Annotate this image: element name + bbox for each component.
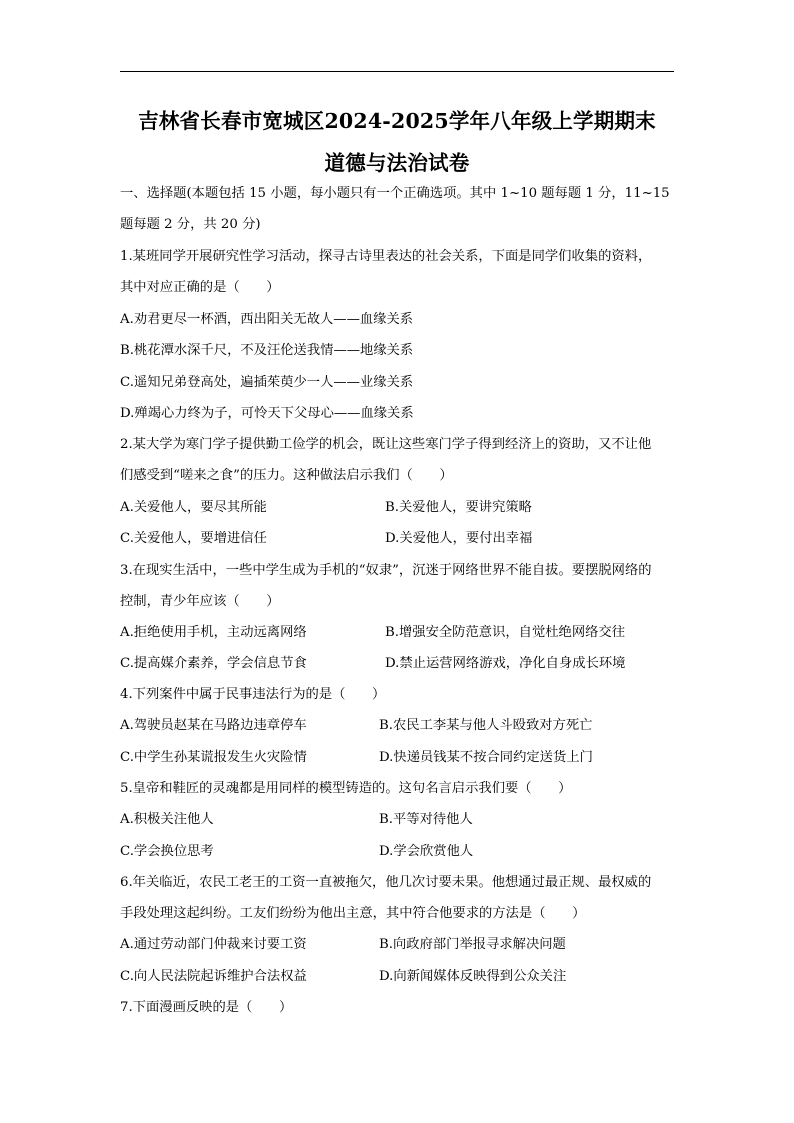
question-3-option-b: B.增强安全防范意识，自觉杜绝网络交往 — [385, 625, 626, 640]
question-1-stem: 其中对应正确的是（ ） — [120, 280, 280, 295]
question-5-stem: 5.皇帝和鞋匠的灵魂都是用同样的模型铸造的。这句名言启示我们要（ ） — [120, 781, 572, 796]
question-4-option-b: B.农民工李某与他人斗殴致对方死亡 — [379, 718, 593, 733]
question-3-stem: 控制，青少年应该（ ） — [120, 594, 280, 609]
question-5-option-c: C.学会换位思考 — [120, 844, 214, 859]
question-4-option-c: C.中学生孙某谎报发生火灾险情 — [120, 750, 307, 765]
question-6-option-a: A.通过劳动部门仲裁来讨要工资 — [120, 937, 307, 952]
section-intro-line: 一、选择题(本题包括 15 小题，每小题只有一个正确选项。其中 1~10 题每题 1 分，11~15 — [120, 186, 670, 201]
question-6-stem: 6.年关临近，农民工老王的工资一直被拖欠，他几次讨要未果。他想通过最正规、最权威的 — [120, 875, 652, 890]
exam-title: 吉林省长春市宽城区2024-2025学年八年级上学期期末 — [138, 109, 656, 133]
question-4-option-d: D.快递员钱某不按合同约定送货上门 — [379, 750, 593, 765]
question-6-option-d: D.向新闻媒体反映得到公众关注 — [379, 969, 567, 984]
question-2-stem: 2.某大学为寒门学子提供勤工俭学的机会，既让这些寒门学子得到经济上的资助，又不让他 — [120, 437, 652, 452]
question-2-option-b: B.关爱他人，要讲究策略 — [385, 500, 532, 515]
question-2-option-c: C.关爱他人，要增进信任 — [120, 531, 267, 546]
header-rule — [120, 71, 674, 72]
question-1-option-b: B.桃花潭水深千尺，不及汪伦送我情——地缘关系 — [120, 343, 414, 358]
question-6-option-c: C.向人民法院起诉维护合法权益 — [120, 969, 307, 984]
question-2-option-d: D.关爱他人，要付出幸福 — [385, 531, 533, 546]
question-4-option-a: A.驾驶员赵某在马路边违章停车 — [120, 718, 307, 733]
question-5-option-a: A.积极关注他人 — [120, 812, 214, 827]
question-5-option-d: D.学会欣赏他人 — [379, 844, 474, 859]
question-3-stem: 3.在现实生活中，一些中学生成为手机的“奴隶”，沉迷于网络世界不能自拔。要摆脱网络的 — [120, 563, 652, 578]
question-4-stem: 4.下列案件中属于民事违法行为的是（ ） — [120, 687, 386, 702]
exam-subtitle: 道德与法治试卷 — [324, 151, 470, 175]
question-7-stem: 7.下面漫画反映的是（ ） — [120, 1000, 293, 1015]
question-1-option-c: C.遥知兄弟登高处，遍插茱萸少一人——业缘关系 — [120, 375, 414, 390]
question-5-option-b: B.平等对待他人 — [379, 812, 473, 827]
question-1-stem: 1.某班同学开展研究性学习活动，探寻古诗里表达的社会关系，下面是同学们收集的资料， — [120, 249, 652, 264]
question-3-option-c: C.提高媒介素养，学会信息节食 — [120, 656, 307, 671]
question-1-option-a: A.劝君更尽一杯酒，西出阳关无故人——血缘关系 — [120, 312, 414, 327]
question-6-stem: 手段处理这起纠纷。工友们纷纷为他出主意，其中符合他要求的方法是（ ） — [120, 906, 586, 921]
question-3-option-a: A.拒绝使用手机，主动远离网络 — [120, 625, 307, 640]
question-3-option-d: D.禁止运营网络游戏，净化自身成长环境 — [385, 656, 626, 671]
question-6-option-b: B.向政府部门举报寻求解决问题 — [379, 937, 566, 952]
question-2-option-a: A.关爱他人，要尽其所能 — [120, 500, 267, 515]
question-1-option-d: D.殚竭心力终为子，可怜天下父母心——血缘关系 — [120, 406, 414, 421]
section-intro-line: 题每题 2 分，共 20 分) — [120, 217, 261, 232]
question-2-stem: 们感受到“嗟来之食”的压力。这种做法启示我们（ ） — [120, 468, 453, 483]
